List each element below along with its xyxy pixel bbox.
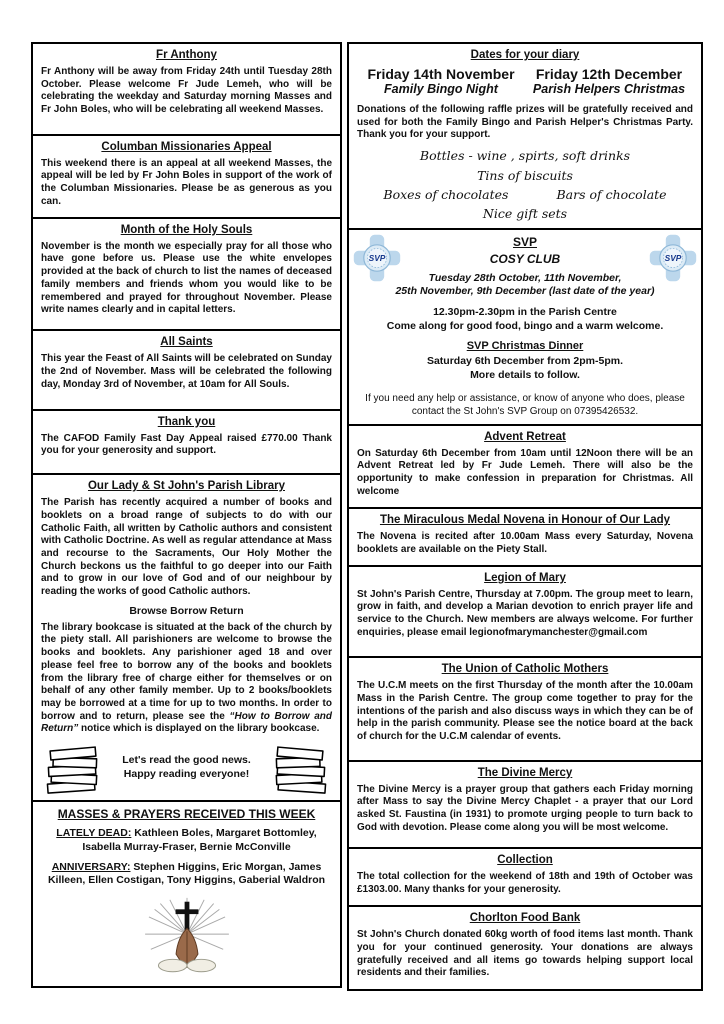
section-dates-diary [347, 42, 703, 231]
section-collection [347, 847, 703, 907]
section-title-text: Thank you [157, 415, 216, 428]
section-body: November is the month we especially pray for all those who have gone before us. Please use the white envelopes provided at the back of church to list the names of deceased family members and friends whom you would like to be remembered and prayed for throughout November. Please write names clearly and in capital letters. [41, 240, 332, 316]
diary-body: Donations of the following raffle prizes will be gratefully received and used for both the Family Bingo and Parish Helper's Christmas Party. Thank you for your support. [357, 104, 693, 141]
section-title-text: Advent Retreat [484, 430, 566, 443]
book-stack-icon [41, 740, 105, 796]
section-title [357, 235, 693, 249]
praying-hands-icon [139, 896, 235, 976]
lately-dead-label: LATELY DEAD: [56, 827, 132, 840]
section-masses-prayers [31, 800, 342, 988]
svp-logo-icon [353, 234, 401, 282]
section-title-text: Chorlton Food Bank [469, 912, 581, 925]
section-title-text: Dates for your diary [470, 49, 580, 61]
prize-item: Nice gift sets [482, 206, 568, 222]
svp-logo-text: SVP [664, 253, 682, 264]
section-title [41, 49, 332, 61]
section-body: The Novena is recited after 10.00am Mass every Saturday, Novena booklets are available on the Piety Stall. [357, 530, 693, 555]
caption-line-2: Happy reading everyone! [123, 767, 250, 780]
svp-dinner-title [357, 340, 693, 352]
section-title [357, 767, 693, 779]
library-paragraph-2-text: The library bookcase is situated at the back of the church by the piety stall. All parishioners are welcome to browse the books and booklets. Any parishioner aged 18 and over please feel free to borrow any of the books and booklets from the library free of charge either for themselves or on behalf of any other family member. Up to 2 books/booklets may be borrowed at a time for up to two months. In order to borrow and to return, please see the [41, 621, 332, 722]
section-title-text: Month of the Holy Souls [120, 223, 253, 236]
raffle-prize-list [357, 146, 693, 224]
section-body: The Divine Mercy is a prayer group that gathers each Friday morning after Mass to say the Divine Mercy Chaplet - a prayer that our Lord asked St. Faustina (in 1931) to promote urging people to turn back to God with devotion. Please come along you will be most welcome. [357, 783, 693, 833]
left-column [31, 42, 342, 988]
anniversary-list [45, 861, 328, 888]
section-thank-you [31, 409, 342, 476]
event-name: Family Bingo Night [384, 82, 498, 97]
library-subheading: Browse Borrow Return [129, 604, 244, 617]
library-paragraph-2 [41, 622, 332, 736]
section-parish-library [31, 473, 342, 803]
section-title [41, 416, 332, 428]
section-title [41, 141, 332, 153]
event-date: Friday 12th December [535, 66, 683, 82]
section-title-text: The Union of Catholic Mothers [441, 663, 609, 676]
section-title-text: MASSES & PRAYERS RECEIVED THIS WEEK [57, 807, 316, 822]
section-title [41, 480, 332, 492]
section-title-text: Collection [497, 854, 553, 867]
event-date: Friday 14th November [367, 66, 515, 82]
section-divine-mercy [347, 760, 703, 850]
event-parish-helpers [525, 66, 693, 97]
section-title [41, 807, 332, 821]
diary-events [357, 66, 693, 97]
cosy-club-welcome: Come along for good food, bingo and a warm welcome. [386, 319, 664, 332]
section-union-catholic-mothers [347, 656, 703, 762]
svp-dinner-details: More details to follow. [470, 368, 580, 381]
section-body: St John's Church donated 60kg worth of food items last month. Thank you for your continued generosity. Your donations are always gratefully received and all items go towards helping support local residents and their families. [357, 929, 693, 979]
book-stack-icon [268, 740, 332, 796]
section-svp [347, 228, 703, 426]
library-paragraph-1: The Parish has recently acquired a number of books and booklets on a broad range of subjects to do with our Catholic Faith, all written by Catholic authors and consistent with Catholic Doctrine. As well as regular attendance at Mass and recourse to the Sacraments, Our Holy Mother the Church beckons us the faithful to go deeper into our Faith and to grow in our love of God and of our neighbour by reading the works of good Catholic authors. [41, 497, 332, 598]
section-title [357, 514, 693, 526]
section-miraculous-medal-novena [347, 507, 703, 567]
section-title [357, 431, 693, 443]
right-column [347, 42, 703, 991]
section-title [357, 572, 693, 584]
section-body: Fr Anthony will be away from Friday 24th until Tuesday 28th October. Please welcome Fr Jude Lemeh, who will be celebrating the weekday and Saturday morning Masses and Fr John Boles, who will be celebrating all weekend Masses. [41, 66, 332, 116]
library-paragraph-2-end: notice which is displayed on the library bookcase. [78, 723, 320, 735]
svp-logo-icon [649, 234, 697, 282]
library-caption-row [41, 740, 332, 796]
prize-item-pair [357, 185, 693, 204]
prize-item: Bars of chocolate [556, 186, 667, 202]
section-fr-anthony [31, 42, 342, 136]
praying-hands-wrap [41, 896, 332, 981]
section-title [357, 663, 693, 675]
cosy-club-dates: Tuesday 28th October, 11th November, [428, 271, 622, 284]
section-title-text: SVP [512, 235, 537, 250]
section-columban-appeal [31, 134, 342, 220]
section-body: St John's Parish Centre, Thursday at 7.00pm. The group meet to learn, grow in faith, and develop a Marian devotion to enrich prayer life and service to the Church. New members are always welcome. For further enquiries, please email legionofmarymanchester@gmail.com [357, 588, 693, 638]
section-chorlton-food-bank [347, 905, 703, 991]
section-title-text: All Saints [160, 336, 213, 349]
cosy-club-time: 12.30pm-2.30pm in the Parish Centre [433, 306, 617, 319]
anniversary-label: ANNIVERSARY: [51, 860, 131, 873]
section-title [41, 224, 332, 236]
section-title [41, 336, 332, 348]
section-title-text: Legion of Mary [484, 571, 566, 584]
section-title-text: Fr Anthony [156, 49, 217, 61]
lately-dead-list [45, 827, 328, 854]
section-title [357, 912, 693, 924]
section-advent-retreat [347, 424, 703, 510]
section-all-saints [31, 329, 342, 411]
section-title-text: Columban Missionaries Appeal [101, 140, 272, 153]
section-body: The CAFOD Family Fast Day Appeal raised £770.00 Thank you for your generosity and support. [41, 432, 332, 457]
section-title-text: The Divine Mercy [477, 766, 573, 779]
cosy-club-subtitle: COSY CLUB [489, 252, 561, 267]
svp-dinner-title-text: SVP Christmas Dinner [466, 340, 584, 353]
lately-dead-names: Kathleen Boles, Margaret Bottomley, Isabella Murray-Fraser, Bernie McConville [82, 827, 317, 854]
prize-item: Bottles - wine , spirts, soft drinks [419, 148, 631, 164]
section-body: The total collection for the weekend of 18th and 19th of October was £1303.00. Many thanks for your generosity. [357, 871, 693, 895]
section-body: On Saturday 6th December from 10am until 12Noon there will be an Advent Retreat led by Fr Jude Lemeh. There will also be the opportunity to make confession in preparation for Christmas. All welcome [357, 447, 693, 497]
section-title [357, 854, 693, 866]
svp-help-contact: If you need any help or assistance, or know of anyone who does, please contact the St John's SVP Group on 07395426532. [365, 392, 685, 417]
event-name: Parish Helpers Christmas [532, 82, 686, 97]
section-body: This weekend there is an appeal at all weekend Masses, the appeal will be led by Fr John Boles in support of the work of the Columban Missionaries. Please be as generous as you can. [41, 157, 332, 207]
borrow-return-notice-title: “How to Borrow and Return” [41, 710, 332, 735]
event-family-bingo [357, 66, 525, 97]
prize-item: Tins of biscuits [477, 167, 573, 183]
cosy-club-dates: 25th November, 9th December (last date of the year) [395, 285, 655, 298]
section-title [357, 49, 693, 61]
section-title-text: The Miraculous Medal Novena in Honour of Our Lady [379, 513, 671, 526]
anniversary-names: Stephen Higgins, Eric Morgan, James Killeen, Ellen Costigan, Tony Higgins, Gaberial Waldron [47, 860, 326, 887]
caption-line-1: Let's read the good news. [122, 754, 251, 767]
prize-item: Boxes of chocolates [383, 186, 509, 202]
section-legion-of-mary [347, 565, 703, 659]
section-holy-souls [31, 217, 342, 332]
section-body: The U.C.M meets on the first Thursday of the month after the 10.00am Mass in the Parish Centre. The group come together to pray for the intentions of the parish and also discuss ways in which they can be of help in the parish community. Please see the notice board at the back of church for the U.C.M calendar of events. [357, 680, 693, 743]
svp-dinner-date: Saturday 6th December from 2pm-5pm. [426, 355, 624, 368]
section-title-text: Our Lady & St John's Parish Library [87, 480, 285, 493]
section-body: This year the Feast of All Saints will be celebrated on Sunday the 2nd of November. Mass will be celebrated the following day, Monday 3rd of November, at 10am for All Souls. [41, 353, 332, 390]
svp-logo-text: SVP [368, 253, 386, 264]
library-caption [105, 754, 268, 781]
